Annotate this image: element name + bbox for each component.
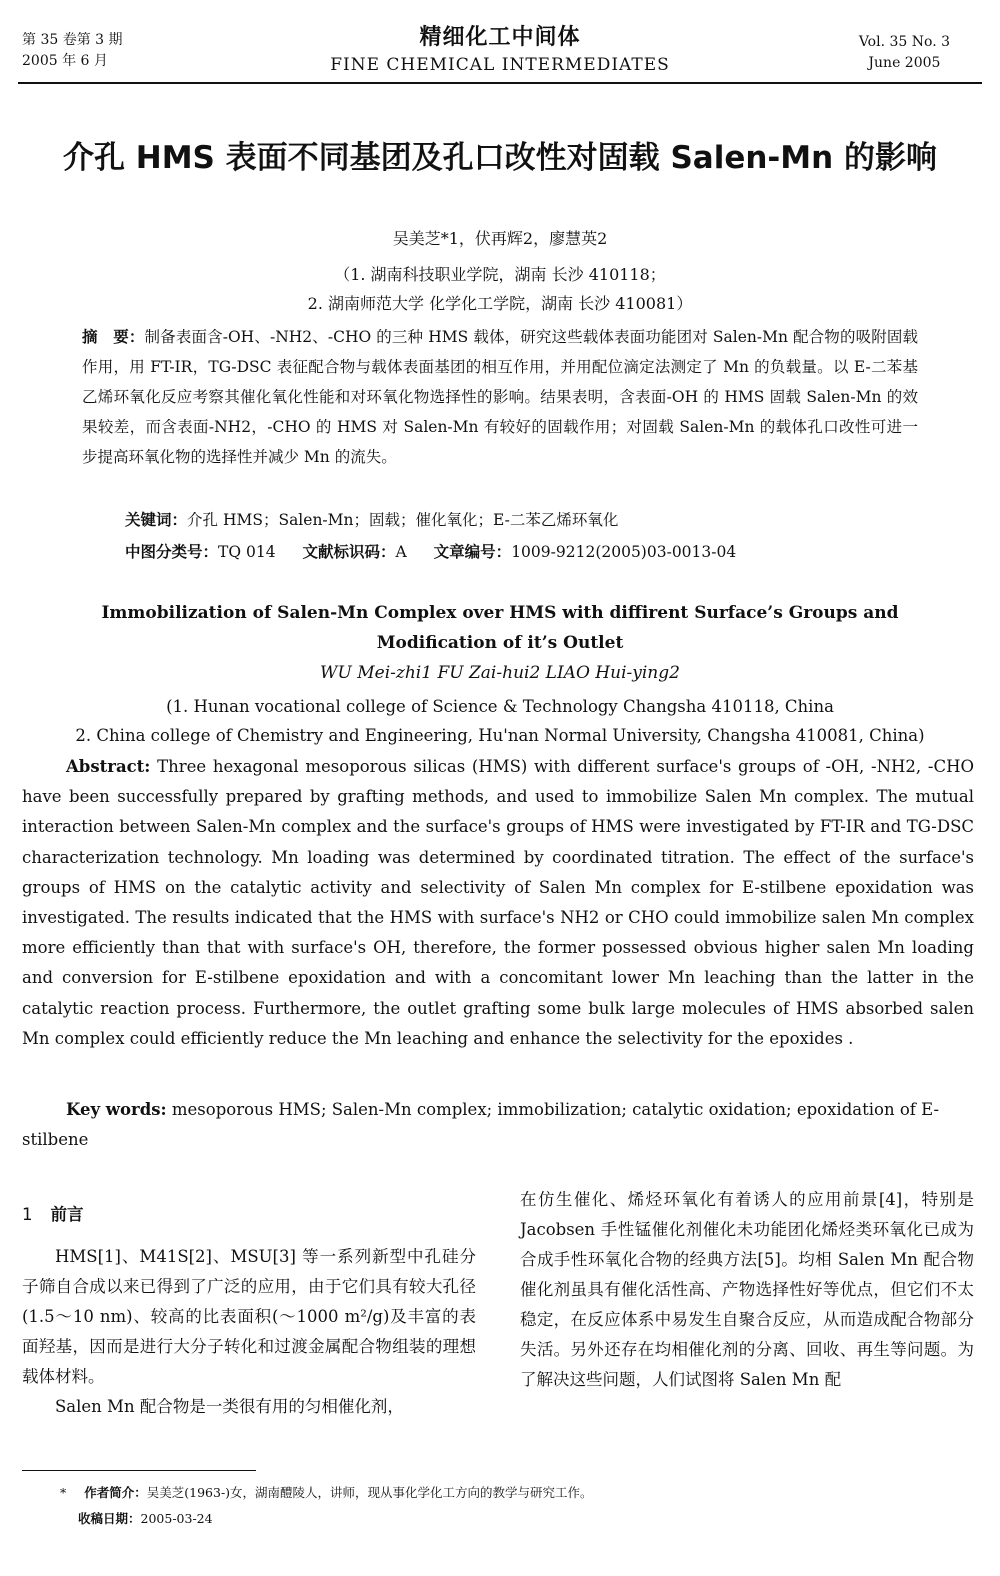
affiliation-en-2: 2. China college of Chemistry and Engineering, Hu'nan Normal University, Changsha 410081, China)	[75, 726, 925, 745]
received-label: 收稿日期：	[78, 1511, 141, 1526]
body-right-column	[520, 1185, 974, 1395]
affiliations-cn	[0, 260, 1000, 318]
keywords-en-text: mesoporous HMS; Salen-Mn complex; immobilization; catalytic oxidation; epoxidation of E-stilbene	[22, 1100, 940, 1149]
paragraph: 在仿生催化、烯烃环氧化有着诱人的应用前景[4]，特别是 Jacobsen 手性锰催化剂催化未功能团化烯烃类环氧化已成为合成手性环氧化合物的经典方法[5]。均相 Salen Mn 配合物催化剂虽具有催化活性高、产物选择性好等优点，但它们不太稳定，在反应体系中易发生自聚合反应，从而造成配合物部分失活。另外还存在均相催化剂的分离、回收、再生等问题。为了解决这些问题，人们试图将 Salen Mn 配	[520, 1190, 974, 1389]
keywords-cn-text: 介孔 HMS；Salen-Mn；固载；催化氧化；E-二苯乙烯环氧化	[187, 511, 619, 529]
clc-value: TQ 014	[218, 543, 276, 561]
affiliations-en	[0, 692, 1000, 750]
section-number: 1	[22, 1205, 33, 1224]
title-en-line-1: Immobilization of Salen-Mn Complex over HMS with diffirent Surface’s Groups and	[101, 603, 899, 623]
footnote-star: *	[60, 1485, 67, 1500]
volume-en: Vol. 35 No. 3	[858, 34, 950, 50]
keywords-en-label: Key words:	[66, 1100, 167, 1119]
abstract-cn-text: 制备表面含-OH、-NH2、-CHO 的三种 HMS 载体，研究这些载体表面功能团对 Salen-Mn 配合物的吸附固载作用，用 FT-IR，TG-DSC 表征配合物与载体表面基团的相互作用，并用配位滴定法测定了 Mn 的负载量。以 E-二苯基乙烯环氧化反应考察其催化氧化性能和对环氧化物选择性的影响。结果表明，含表面-OH 的 HMS 固载 Salen-Mn 的效果较差，而含表面-NH2，-CHO 的 HMS 对 Salen-Mn 有较好的固载作用；对固载 Salen-Mn 的载体孔口改性可进一步提高环氧化物的选择性并减少 Mn 的流失。	[82, 328, 918, 466]
doc-code-value: A	[395, 543, 407, 561]
keywords-en	[22, 1095, 974, 1155]
paragraph: Salen Mn 配合物是一类很有用的匀相催化剂，	[55, 1397, 404, 1416]
abstract-en-text: Three hexagonal mesoporous silicas (HMS) with different surface's groups of -OH, -NH2, -CHO have been successfully prepared by grafting methods, and used to immobilize Salen Mn complex. The mutual interaction between Salen-Mn complex and the surface's groups of HMS were investigated by FT-IR and TG-DSC characterization technology. Mn loading was determined by coordinated titration. The effect of the surface's groups of HMS on the catalytic activity and selectivity of Salen Mn complex for E-stilbene epoxidation was investigated. The results indicated that the HMS with surface's NH2 or CHO could immobilize salen Mn complex more efficiently than that with surface's OH, therefore, the former possessed obvious higher salen Mn loading and conversion for E-stilbene epoxidation and with a concomitant lower Mn leaching than the latter in the catalytic reaction process. Furthermore, the outlet grafting some bulk large molecules of HMS absorbed salen Mn complex could efficiently reduce the Mn leaching and enhance the selectivity for the epoxides .	[22, 757, 974, 1048]
authors-cn: 吴美芝*1，伏再辉2，廖慧英2	[392, 229, 608, 248]
article-no-value: 1009-9212(2005)03-0013-04	[511, 543, 737, 561]
keywords-cn	[125, 508, 618, 530]
affiliation-cn-1: （1. 湖南科技职业学院，湖南 长沙 410118；	[334, 265, 666, 284]
section-heading	[22, 1200, 476, 1230]
footnote-rule	[22, 1470, 256, 1471]
article-title-cn: 介孔 HMS 表面不同基团及孔口改性对固载 Salen-Mn 的影响	[62, 140, 938, 176]
header-right	[859, 32, 950, 74]
affiliation-cn-2: 2. 湖南师范大学 化学化工学院，湖南 长沙 410081）	[307, 294, 693, 313]
journal-name-en: FINE CHEMICAL INTERMEDIATES	[330, 55, 670, 75]
abstract-en	[22, 752, 974, 1054]
article-title-en	[0, 598, 1000, 658]
date-en: June 2005	[868, 55, 941, 71]
abstract-cn-label: 摘 要：	[82, 328, 145, 346]
bio-text: 吴美芝(1963-)女，湖南醴陵人，讲师，现从事化学化工方向的教学与研究工作。	[146, 1485, 593, 1500]
journal-name-cn: 精细化工中间体	[419, 24, 581, 50]
section-title: 前言	[50, 1205, 84, 1224]
received-date: 2005-03-24	[140, 1511, 213, 1526]
body-left-column	[22, 1200, 476, 1422]
abstract-cn	[82, 322, 918, 472]
doc-code-label: 文献标识码：	[302, 543, 396, 561]
authors-en: WU Mei-zhi1 FU Zai-hui2 LIAO Hui-ying2	[320, 663, 680, 683]
abstract-en-label: Abstract:	[66, 757, 151, 776]
classification-line	[125, 540, 758, 562]
article-no-label: 文章编号：	[433, 543, 512, 561]
volume-cn: 第 35 卷第 3 期	[22, 32, 123, 48]
header-center	[0, 20, 1000, 75]
date-cn: 2005 年 6 月	[22, 53, 108, 69]
keywords-cn-label: 关键词：	[125, 511, 188, 529]
paragraph: HMS[1]、M41S[2]、MSU[3] 等一系列新型中孔硅分子筛自合成以来已得到了广泛的应用，由于它们具有较大孔径(1.5～10 nm)、较高的比表面积(～1000 m²/g)及丰富的表面羟基，因而是进行大分子转化和过渡金属配合物组装的理想载体材料。	[22, 1247, 476, 1386]
clc-label: 中图分类号：	[125, 543, 219, 561]
affiliation-en-1: (1. Hunan vocational college of Science & Technology Changsha 410118, China	[166, 697, 834, 716]
bio-label: 作者简介：	[84, 1485, 147, 1500]
header-rule	[18, 82, 982, 84]
footnote	[60, 1480, 593, 1532]
title-en-line-2: Modification of it’s Outlet	[376, 633, 624, 653]
